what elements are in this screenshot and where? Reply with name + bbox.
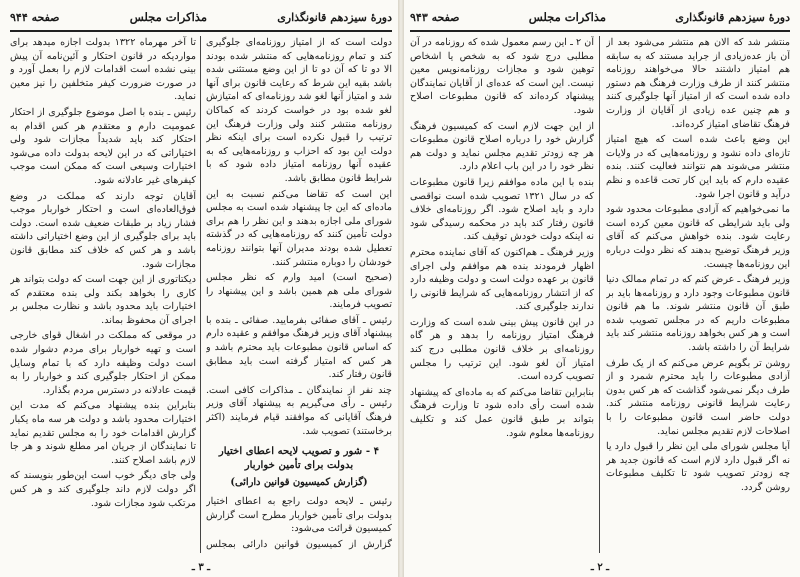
paragraph: بنده با این ماده موافقم زیرا قانون مطبوعات که در سال ۱۳۲۱ تصویب شده است نواقصی دارد و باید اصلاح شود. اگر روزنامه‌ای خلاف قانون رفتار کند باید در محکمه رسیدگی شود نه اینکه دولت خودش توقیف کند.: [410, 176, 594, 243]
right-page-right-column: [606, 36, 790, 553]
paragraph: چند نفر از نمایندگان ـ مذاکرات کافی است. رئیس ـ رأی می‌گیریم به پیشنهاد آقای وزیر فرهنگ آقایانی که موافقند قیام فرمایند (اکثر برخاستند) تصویب شد.: [206, 384, 392, 437]
paragraph: دولت است که از امتیاز روزنامه‌ای جلوگیری کند و تمام روزنامه‌هایی که منتشر شده بودند الا دو تا که آن دو تا از این وضع مستثنی شده باشد بقیه این شرط که رعایت قانون برای آنها شد و امتیاز آنها لغو شد روزنامه‌ای که امتیازش لغو شده بود در خواست کردند که کماکان روزنامه منتشر کنند ولی وزارت فرهنگ این ترتیب را قبول نکرده است برای اینکه نظر دولت این بود که احزاب و روزنامه‌هایی که به عقیده آنها روزنامه امتیاز داده شود که با شرایط قانون مطابق باشد.: [206, 37, 392, 184]
right-header-page-label: صفحه ۹۴۳: [410, 10, 460, 24]
paragraph: آیا مجلس شورای ملی این نظر را قبول دارد یا نه اگر قبول دارد لازم است که قانون جدید هر چه زودتر تصویب شود تا تکلیف مطبوعات روشن گردد.: [606, 441, 790, 493]
column-divider: [599, 36, 600, 553]
left-header-title: مذاکرات مجلس: [129, 10, 207, 24]
paragraph: وزیر فرهنگ ـ هم‌اکنون که آقای نماینده محترم اظهار فرمودند بنده هم موافقم ولی اجرای قانون بر عهده دولت است و دولت وظیفه دارد که از انتشار روزنامه‌هایی که شرایط قانونی را ندارند جلوگیری کند.: [410, 246, 594, 313]
left-page-left-column: [10, 36, 196, 553]
paragraph: وزیر فرهنگ ـ عرض کنم که در تمام ممالک دنیا قانون مطبوعات وجود دارد و روزنامه‌ها باید بر طبق آن قانون منتشر شوند. ما هم قانون مطبوعات داریم که در مجلس تصویب شده است و هر کس بخواهد روزنامه منتشر کند باید شرایط آن را داشته باشد.: [606, 274, 790, 354]
paragraph: این است که تقاضا می‌کنم نسبت به این ماده‌ای که این جا پیشنهاد شده است به مجلس شورای ملی اجازه بدهند و این نظر را هم برای دولت تأمین کنند که روزنامه‌هایی که در گذشته تعطیل شده بودند مدیران آنها بتوانند روزنامه خودشان را دوباره منتشر کنند.: [206, 188, 392, 268]
section-subheading: (گزارش کمیسیون قوانین دارائی): [230, 477, 368, 489]
paragraph: گزارش از کمیسیون قوانین دارائی بمجلس: [206, 539, 392, 550]
paragraph: بنابراین بنده پیشنهاد می‌کنم که مدت این اختیارات محدود باشد و دولت هر سه ماه یکبار گزارش اقدامات خود را به مجلس تقدیم نماید تا نمایندگان از جریان امر مطلع شوند و هر جا لازم باشد اصلاح کنند.: [10, 400, 196, 466]
left-header-page-label: صفحه ۹۴۴: [10, 10, 60, 24]
right-page: [404, 0, 796, 577]
paragraph: رئیس ـ بنده با اصل موضوع جلوگیری از احتکار عمومیت دارم و معتقدم هر کس اقدام به احتکار کند باید شدیداً مجازات شود ولی اختیاراتی که در این لایحه بدولت داده می‌شود اختیارات وسیعی است که ممکن است موجب کیفرهای غیر عادلانه شود.: [10, 106, 196, 186]
paragraph: بنابراین تقاضا می‌کنم که به ماده‌ای که پیشنهاد شده است رأی داده شود تا وزارت فرهنگ بتواند بر طبق قانون عمل کند و تکلیف روزنامه‌ها معلوم شود.: [410, 386, 594, 439]
left-page: [4, 0, 398, 577]
paragraph: ما نمی‌خواهیم که آزادی مطبوعات محدود شود ولی باید شرایطی که قانون معین کرده است رعایت شود. بنده خواهش می‌کنم که آقای وزیر فرهنگ توضیح بدهند که نظر دولت درباره این روزنامه‌ها چیست.: [606, 204, 790, 270]
left-header-session: دورهٔ سیزدهم قانونگذاری: [277, 10, 392, 24]
column-divider: [200, 36, 201, 553]
left-page-right-column: [206, 36, 392, 553]
right-page-header: [410, 6, 790, 28]
paragraph: آن ۲ ـ این رسم معمول شده که روزنامه در آن مطلبی درج شود که به شخص یا اشخاص توهین شود و مجازات روزنامه‌نویس معین نیست. این است که عده‌ای از آقایان نمایندگان پیشنهاد کرده‌اند که قانون مطبوعات اصلاح شود.: [410, 37, 594, 116]
left-page-number: ـ ۳ ـ: [191, 562, 211, 573]
paragraph: رئیس ـ آقای صفائی بفرمایید. صفائی ـ بنده با پیشنهاد آقای وزیر فرهنگ موافقم و عقیده دارم که اساس قانون مطبوعات باید محترم باشد و هر کس که امتیاز گرفته است باید مطابق قانون رفتار کند.: [206, 314, 392, 381]
paragraph: تا آخر مهرماه ۱۳۲۲ بدولت اجازه میدهد برای مواردیکه در قانون احتکار و آئین‌نامه آن پیش بینی نشده است اقدامات لازم را بعمل آورد و در صورت ضرورت کیفر متخلفین را نیز معین نماید.: [10, 37, 196, 103]
right-header-rule: [410, 30, 790, 32]
right-header-title: مذاکرات مجلس: [528, 10, 606, 24]
paragraph: این وضع باعث شده است که هیچ امتیاز تازه‌ای داده نشود و روزنامه‌هایی که در ولایات منتشر می‌شوند هم نتوانند فعالیت کنند. بنده عقیده دارم که باید این کار تحت قاعده و نظم درآید و قانون اجرا شود.: [606, 134, 790, 200]
paragraph: در موقعی که مملکت در اشغال قوای خارجی است و تهیه خواربار برای مردم دشوار شده است دولت وظیفه دارد که با تمام وسایل ممکن از احتکار جلوگیری کند و خواربار را به قیمت عادلانه در دسترس مردم بگذارد.: [10, 330, 196, 396]
paragraph: دیکتاتوری از این جهت است که دولت بتواند هر کاری را بخواهد بکند ولی بنده معتقدم که اختیارات باید محدود باشد و نظارت مجلس بر اجرای آن محفوظ بماند.: [10, 274, 196, 326]
paragraph: ولی جای دیگر خوب است این‌طور بنویسند که اگر دولت لازم داند جلوگیری کند و هر کس مرتکب شود مجازات شود.: [10, 470, 196, 509]
paragraph: منتشر شد که الان هم منتشر می‌شود بعد از آن باز عده‌زیادی از جراید مستند که به سابقه هم امتیاز داشتند حالا می‌خواهند روزنامه منتشر کنند از طرف وزارت فرهنگ هم دستور داده شده است که از امتیاز آنها جلوگیری کنند و هم چنین عده زیادی از آقایان از وزارت فرهنگ تقاضای امتیاز کرده‌اند.: [606, 37, 790, 130]
right-page-left-column: [410, 36, 594, 553]
right-header-session: دورهٔ سیزدهم قانونگذاری: [675, 10, 790, 24]
paragraph: رئیس ـ لایحه دولت راجع به اعطای اختیار بدولت برای تأمین خواربار مطرح است گزارش کمیسیون قرائت می‌شود:: [206, 496, 392, 535]
paragraph: از این جهت لازم است که کمیسیون فرهنگ گزارش خود را درباره اصلاح قانون مطبوعات هر چه زودتر تقدیم مجلس نماید و دولت هم نظر خود را در این باب اعلام دارد.: [410, 120, 594, 173]
left-page-header: [10, 6, 392, 28]
left-header-rule: [10, 30, 392, 32]
right-page-number: ـ ۲ ـ: [590, 562, 610, 573]
paragraph: آقایان توجه دارند که مملکت در وضع فوق‌العاده‌ای است و احتکار خواربار موجب فشار زیاد بر طبقات ضعیف شده است. دولت باید برای جلوگیری از این وضع اختیاراتی داشته باشد و هر کس که خلاف کند مطابق قانون مجازات شود.: [10, 190, 196, 270]
section-heading: ۴ - شور و تصویب لایحه اعطای اختیار بدولت برای تأمین خواربار: [218, 445, 380, 472]
paragraph: در این قانون پیش بینی شده است که وزارت فرهنگ امتیاز روزنامه را بدهد و هر گاه روزنامه‌ای بر خلاف قانون مطلبی درج کند امتیاز آن لغو شود. این ترتیب را مجلس تصویب کرده است.: [410, 316, 594, 383]
paragraph: روشن تر بگویم عرض می‌کنم که از یک طرف آزادی مطبوعات را باید محترم شمرد و از طرف دیگر نمی‌شود گذاشت که هر کس بدون رعایت شرایط قانونی روزنامه منتشر کند. دولت حاضر است قانون مطبوعات را با اصلاحات لازم تقدیم مجلس نماید.: [606, 357, 790, 437]
paragraph: (صحیح است) امید وارم که نظر مجلس شورای ملی هم همین باشد و این پیشنهاد را تصویب فرمایند.: [206, 272, 392, 311]
